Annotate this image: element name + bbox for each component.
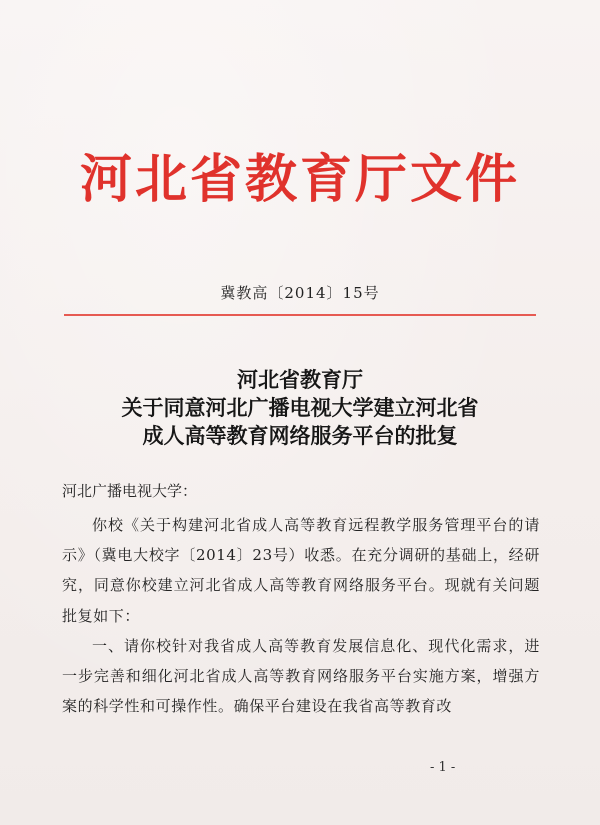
paragraph-2: 一、请你校针对我省成人高等教育发展信息化、现代化需求，进一步完善和细化河北省成人高等教育网络服务平台实施方案，增强方案的科学性和可操作性。确保平台建设在我省高等教育改 — [62, 636, 540, 716]
paragraph-1: 你校《关于构建河北省成人高等教育远程教学服务管理平台的请示》（冀电大校字〔2014〕23号）收悉。在充分调研的基础上，经研究，同意你校建立河北省成人高等教育网络服务平台。现就有关问题批复如下： — [62, 516, 540, 625]
page-number: - 1 - — [430, 760, 456, 775]
addressee: 河北广播电视大学： — [62, 482, 198, 500]
document-body — [62, 510, 540, 721]
document-number: 冀教高〔2014〕15号 — [220, 284, 380, 302]
document-header-title: 河北省教育厅文件 — [79, 149, 520, 210]
subject-line-3: 成人高等教育网络服务平台的批复 — [142, 423, 458, 448]
document-subject — [0, 366, 600, 450]
subject-line-2: 关于同意河北广播电视大学建立河北省 — [121, 395, 479, 420]
red-divider-line — [64, 314, 536, 316]
subject-line-1: 河北省教育厅 — [237, 367, 363, 392]
